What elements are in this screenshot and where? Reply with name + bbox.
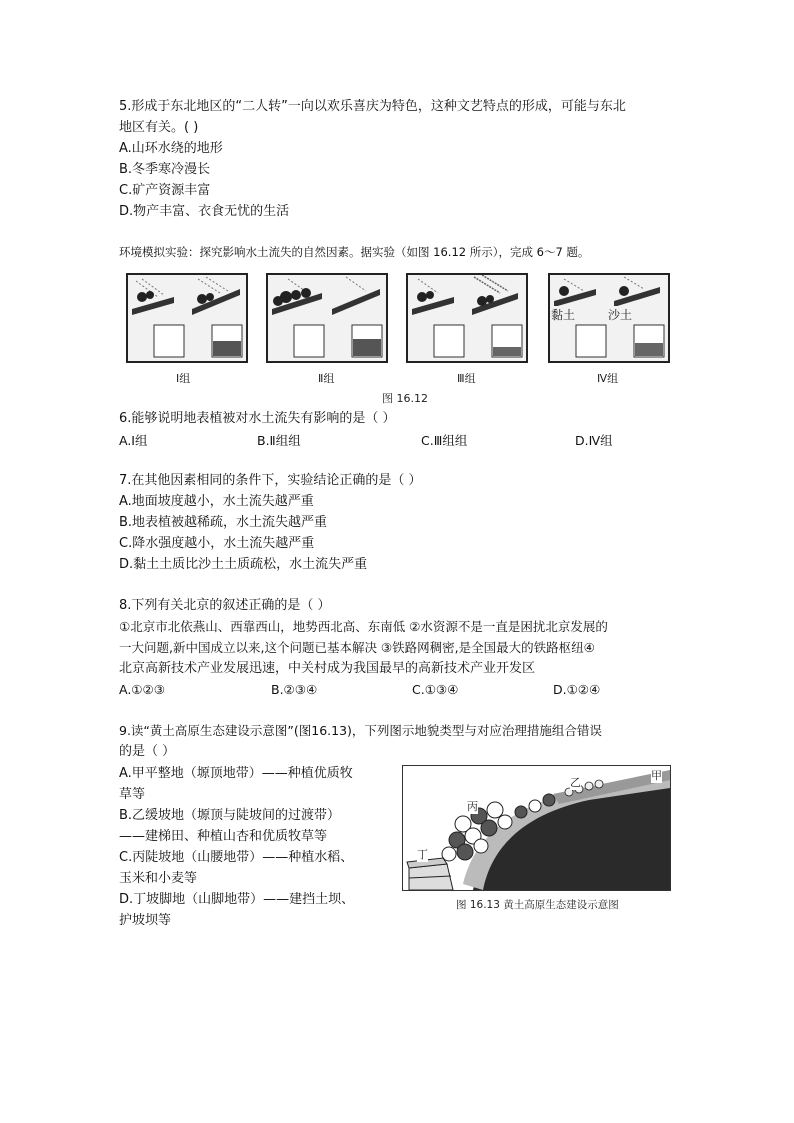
loess-plateau-diagram <box>402 765 671 891</box>
q7-stem: 7.在其他因素相同的条件下，实验结论正确的是（ ） <box>119 473 422 488</box>
q6-option-b: B.Ⅱ组组 <box>257 433 301 448</box>
q7-option-b: B.地表植被越稀疏，水土流失越严重 <box>119 515 328 530</box>
q6-option-d: D.Ⅳ组 <box>575 433 613 448</box>
q9-option-b-line2: ——建梯田、种植山杏和优质牧草等 <box>119 829 328 844</box>
q5-stem-line2: 地区有关。( ) <box>119 120 199 135</box>
label-jia: 甲 <box>651 769 662 782</box>
experiment-panel-2 <box>266 273 388 363</box>
experiment-panel-3 <box>406 273 528 363</box>
q9-option-c-line2: 玉米和小麦等 <box>119 871 198 886</box>
q7-option-d: D.黏土土质比沙土土质疏松，水土流失严重 <box>119 557 368 572</box>
group-label-4: Ⅳ组 <box>597 372 619 385</box>
q8-option-a: A.①②③ <box>119 682 165 697</box>
q8-option-b: B.②③④ <box>271 682 318 697</box>
q9-stem-line2: 的是（ ） <box>119 744 176 759</box>
group-label-2: Ⅱ组 <box>318 372 335 385</box>
q8-option-d: D.①②④ <box>553 682 601 697</box>
q6-option-c: C.Ⅲ组组 <box>421 433 468 448</box>
q5-option-c: C.矿产资源丰富 <box>119 183 211 198</box>
q5-option-d: D.物产丰富、衣食无忧的生活 <box>119 204 290 219</box>
q6-option-a: A.Ⅰ组 <box>119 433 148 448</box>
soil-label-clay: 黏土 <box>551 308 576 322</box>
group-label-3: Ⅲ组 <box>457 372 476 385</box>
experiment-intro: 环境模拟实验：探究影响水土流失的自然因素。据实验（如图 16.12 所示），完成 6～7 题。 <box>119 245 590 259</box>
q9-option-c-line1: C.丙陡坡地（山腰地带）——种植水稻、 <box>119 850 354 865</box>
label-yi: 乙 <box>570 776 581 789</box>
label-bing: 丙 <box>467 800 478 813</box>
figure-16-13-caption: 图 16.13 黄土高原生态建设示意图 <box>456 899 619 911</box>
q8-option-c: C.①③④ <box>412 682 459 697</box>
q9-option-d-line1: D.丁坡脚地（山脚地带）——建挡土坝、 <box>119 892 355 907</box>
q9-option-d-line2: 护坡坝等 <box>119 913 172 928</box>
q9-option-b-line1: B.乙缓坡地（塬顶与陡坡间的过渡带） <box>119 808 341 823</box>
q9-stem-line1: 9.读“黄土高原生态建设示意图”(图16.13)，下列图示地貌类型与对应治理措施组合错误 <box>119 723 602 738</box>
figure-16-12-caption: 图 16.12 <box>382 392 428 405</box>
q7-option-c: C.降水强度越小，水土流失越严重 <box>119 536 315 551</box>
q7-option-a: A.地面坡度越小，水土流失越严重 <box>119 494 314 509</box>
q8-body-line2: 一大问题,新中国成立以来,这个问题已基本解决 ③铁路网稠密,是全国最大的铁路枢纽④ <box>119 640 595 655</box>
group-label-1: Ⅰ组 <box>176 372 191 385</box>
soil-label-sand: 沙土 <box>608 308 633 322</box>
q5-stem-line1: 5.形成于东北地区的“二人转”一向以欢乐喜庆为特色，这种文艺特点的形成，可能与东北 <box>119 99 626 114</box>
q8-body-line1: ①北京市北依燕山、西靠西山，地势西北高、东南低 ②水资源不是一直是困扰北京发展的 <box>119 619 608 634</box>
q8-body-line3: 北京高新技术产业发展迅速，中关村成为我国最早的高新技术产业开发区 <box>119 661 536 676</box>
q8-stem: 8.下列有关北京的叙述正确的是（ ） <box>119 598 331 613</box>
experiment-panel-1 <box>126 273 248 363</box>
q9-option-a-line1: A.甲平整地（塬顶地带）——种植优质牧 <box>119 766 353 781</box>
label-ding: 丁 <box>417 848 428 861</box>
q9-option-a-line2: 草等 <box>119 787 146 802</box>
q5-option-a: A.山环水绕的地形 <box>119 141 223 156</box>
q6-stem: 6.能够说明地表植被对水土流失有影响的是（ ） <box>119 411 396 426</box>
q5-option-b: B.冬季寒冷漫长 <box>119 162 211 177</box>
